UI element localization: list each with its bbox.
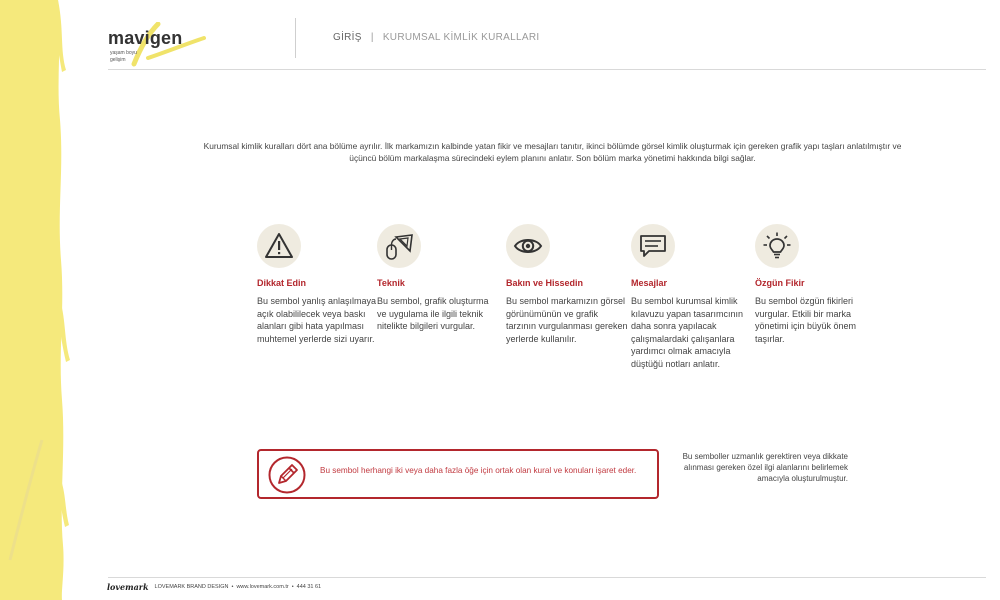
footer-phone: 444 31 61 — [296, 584, 322, 590]
warning-icon-circle — [257, 224, 301, 268]
symbol-description: Bu sembol kurumsal kimlik kılavuzu yapan tasarımcının daha sonra yapılacak çalışmalardaki çalışanlara yardımcı olmak amacıyla düştüğü notları anlatır. — [631, 296, 744, 369]
callout-text: Bu sembol herhangi iki veya daha fazla öğe için ortak olan kural ve konuları işaret eder. — [320, 466, 637, 475]
footer — [107, 582, 321, 592]
header-rule — [108, 69, 986, 70]
logo-tagline-line-2: gelişim — [110, 57, 126, 63]
eye-icon-circle — [506, 224, 550, 268]
footer-website-link[interactable]: www.lovemark.com.tr — [236, 584, 289, 590]
brush-stripe-shape — [0, 0, 72, 600]
decorative-brush-stripe — [0, 0, 72, 600]
breadcrumb — [333, 32, 539, 43]
symbol-card-technical — [377, 224, 499, 333]
breadcrumb-separator: | — [370, 32, 374, 43]
symbol-title: Mesajlar — [631, 278, 668, 288]
footer-separator-dot: • — [231, 584, 234, 590]
symbol-description: Bu sembol, grafik oluşturma ve uygulama ile ilgili teknik nitelikte bilgileri vurgular. — [377, 296, 489, 332]
technical-icon-circle — [377, 224, 421, 268]
lightbulb-icon — [762, 231, 792, 261]
symbols-side-note: Bu semboller uzmanlık gerektiren veya dikkate alınması gereken özel ilgi alanlarını belirlemek amacıyla oluşturulmuştur. — [682, 452, 848, 483]
symbol-title: Teknik — [377, 278, 405, 288]
symbol-card-warning — [257, 224, 379, 345]
footer-company: LOVEMARK BRAND DESIGN — [154, 584, 229, 590]
symbol-card-look-and-feel — [506, 224, 628, 345]
lightbulb-icon-circle — [755, 224, 799, 268]
technical-tools-icon — [384, 231, 414, 261]
symbol-card-original-idea — [755, 224, 877, 345]
message-bubble-icon — [638, 231, 668, 261]
breadcrumb-home-link[interactable]: GİRİŞ — [333, 32, 362, 43]
message-icon-circle — [631, 224, 675, 268]
symbol-description: Bu sembol özgün fikirleri vurgular. Etkili bir marka yönetimi için büyük önem taşırlar. — [755, 296, 857, 344]
warning-triangle-icon — [264, 231, 294, 261]
mavigen-logo[interactable] — [108, 22, 218, 68]
pencil-icon — [268, 456, 306, 494]
logo-wordmark: mavigen — [108, 28, 183, 48]
footer-separator-dot: • — [291, 584, 294, 590]
eye-icon — [513, 231, 543, 261]
symbol-description: Bu sembol markamızın görsel görünümünün ve grafik tarzının vurgulanması gereken yerlerde kullanılır. — [506, 296, 628, 344]
symbol-description: Bu sembol yanlış anlaşılmaya açık olabililecek veya baskı alanları gibi hata yapılması muhtemel yerlerde sizi uyarır. — [257, 296, 377, 344]
breadcrumb-section-link[interactable]: KURUMSAL KİMLİK KURALLARI — [382, 32, 540, 43]
logo-tagline-line-1: yaşam boyu — [110, 50, 137, 56]
footer-rule — [108, 577, 986, 578]
lovemark-logo[interactable]: lovemark — [107, 582, 149, 592]
symbol-card-messages — [631, 224, 753, 371]
header-divider — [295, 18, 296, 58]
symbol-title: Bakın ve Hissedin — [506, 278, 584, 288]
symbol-title: Dikkat Edin — [257, 278, 307, 288]
symbol-title: Özgün Fikir — [755, 278, 805, 288]
shared-rule-callout — [257, 449, 659, 499]
intro-paragraph: Kurumsal kimlik kuralları dört ana bölüme ayrılır. İlk markamızın kalbinde yatan fikir ve mesajları tanıtır, ikinci bölümde görsel kimlik oluşturmak için gereken grafik yapı taşları anlatılmıştır ve üçüncü bölüm markalaşma sürecindeki eylem planını anlatır. Son bölüm marka yönetimi hakkında bilgi sağlar. — [203, 141, 902, 163]
